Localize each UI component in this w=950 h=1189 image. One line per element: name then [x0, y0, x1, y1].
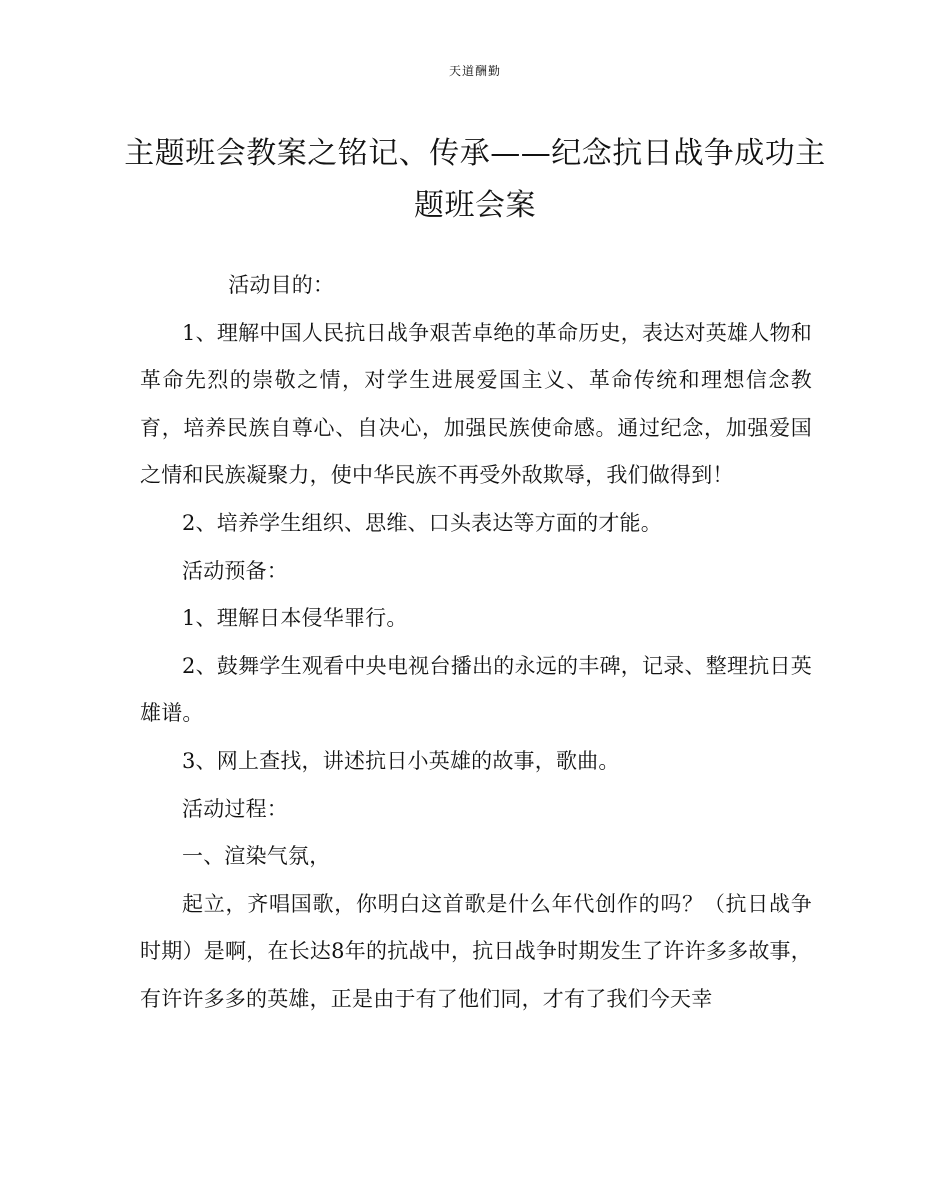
paragraph-preparation-3: 3、网上查找，讲述抗日小英雄的故事，歌曲。 — [182, 748, 620, 773]
paragraph-process-step-1: 一、渲染气氛， — [182, 844, 331, 869]
document-body — [140, 262, 812, 1024]
paragraph-objective-2: 2、培养学生组织、思维、口头表达等方面的才能。 — [182, 510, 662, 535]
section-heading-objectives: 活动目的： — [228, 273, 335, 297]
paragraph-preparation-1: 1、理解日本侵华罪行。 — [182, 606, 408, 631]
page-header: 天道酬勤 — [448, 64, 501, 78]
document-title: 主题班会教案之铭记、传承——纪念抗日战争成功主题班会案 — [124, 136, 826, 223]
paragraph-process-text: 起立，齐唱国歌，你明白这首歌是什么年代创作的吗？（抗日战争时期）是啊，在长达8年的抗战中，抗日战争时期发生了许许多多故事，有许许多多的英雄，正是由于有了他们同，才有了我们今天幸 — [140, 891, 812, 1011]
paragraph-preparation-2: 2、鼓舞学生观看中央电视台播出的永远的丰碑，记录、整理抗日英雄谱。 — [140, 653, 812, 726]
section-heading-process: 活动过程： — [182, 796, 288, 821]
paragraph-objective-1: 1、理解中国人民抗日战争艰苦卓绝的革命历史，表达对英雄人物和革命先烈的崇敬之情，对学生进展爱国主义、革命传统和理想信念教育，培养民族自尊心、自决心，加强民族使命感。通过纪念，加强爱国之情和民族凝聚力，使中华民族不再受外敌欺辱，我们做得到！ — [140, 320, 812, 488]
section-heading-preparation: 活动预备： — [182, 558, 288, 583]
